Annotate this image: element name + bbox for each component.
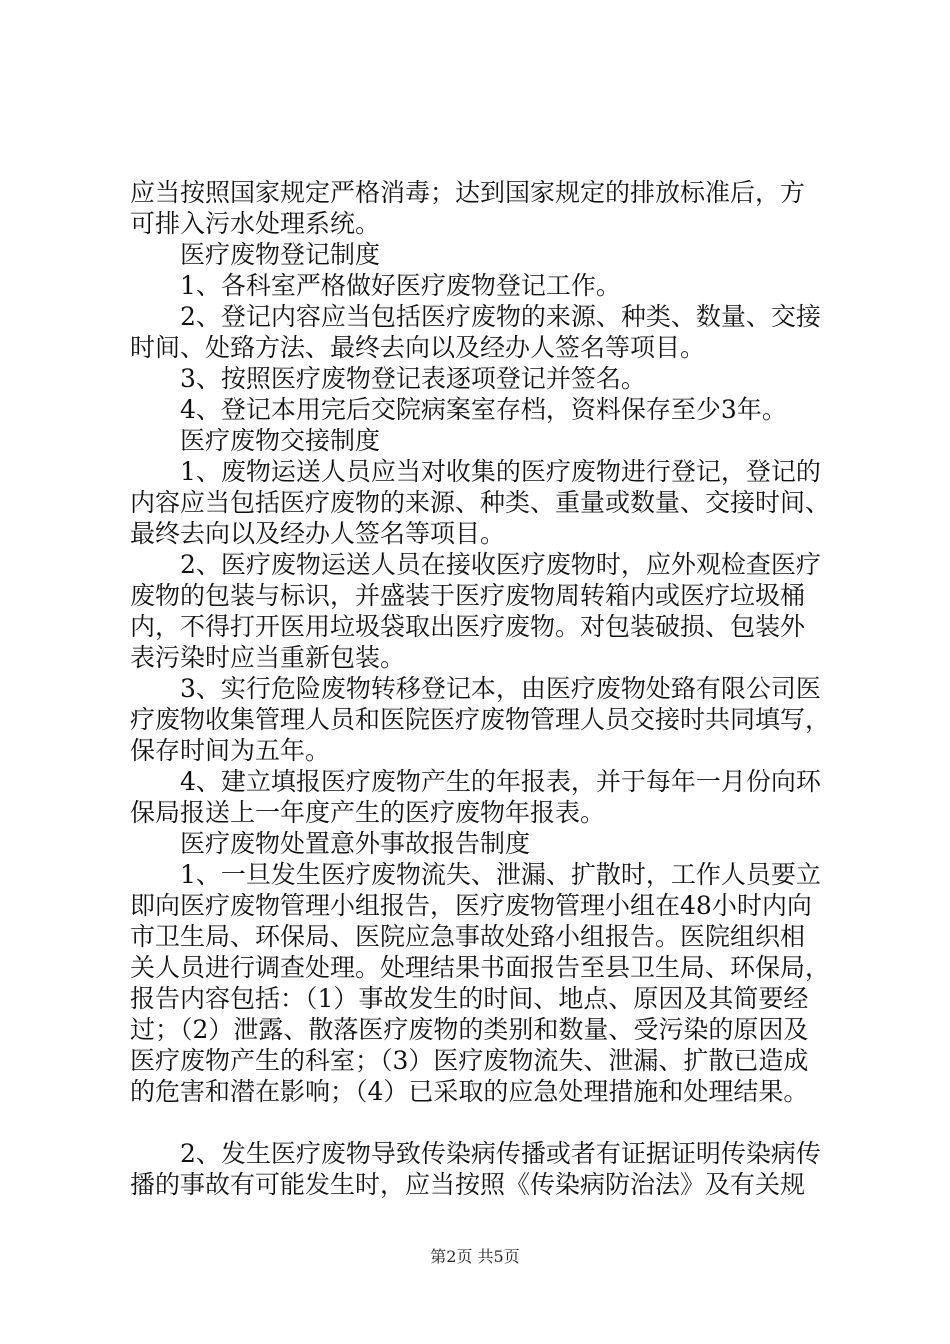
text-line: 医疗废物产生的科室；（3）医疗废物流失、泄漏、扩散已造成 [130,1046,809,1075]
text-line: 保局报送上一年度产生的医疗废物年报表。 [130,798,606,827]
text-line: 表污染时应当重新包装。 [130,643,406,672]
section-heading: 医疗废物处置意外事故报告制度 [180,829,531,858]
text-line: 3、按照医疗废物登记表逐项登记并签名。 [180,364,646,393]
text-line: 2、登记内容应当包括医疗废物的来源、种类、数量、交接 [180,302,821,331]
text-line: 4、建立填报医疗废物产生的年报表，并于每年一月份向环 [180,767,821,796]
text-line: 3、实行危险废物转移登记本，由医疗废物处臵有限公司医 [180,674,821,703]
text-line: 1、各科室严格做好医疗废物登记工作。 [180,271,621,300]
section-heading: 医疗废物登记制度 [180,240,381,269]
text-line: 4、登记本用完后交院病案室存档，资料保存至少3年。 [180,395,787,424]
text-line: 内容应当包括医疗废物的来源、种类、重量或数量、交接时间、 [130,488,831,517]
text-line: 播的事故有可能发生时，应当按照《传染病防治法》及有关规 [130,1170,806,1199]
text-line: 即向医疗废物管理小组报告，医疗废物管理小组在48小时内向 [130,891,812,920]
text-line: 报告内容包括：（1）事故发生的时间、地点、原因及其简要经 [130,984,809,1013]
text-line: 1、一旦发生医疗废物流失、泄漏、扩散时，工作人员要立 [180,860,821,889]
page-footer: 第2页 共5页 [430,1247,520,1266]
text-line: 最终去向以及经办人签名等项目。 [130,519,506,548]
text-line: 2、发生医疗废物导致传染病传播或者有证据证明传染病传 [180,1139,821,1168]
text-line: 过；（2）泄露、散落医疗废物的类别和数量、受污染的原因及 [130,1015,809,1044]
text-line: 2、医疗废物运送人员在接收医疗废物时，应外观检查医疗 [180,550,821,579]
section-heading: 医疗废物交接制度 [180,426,381,455]
text-line: 内，不得打开医用垃圾袋取出医疗废物。对包装破损、包装外 [130,612,806,641]
text-line: 应当按照国家规定严格消毒；达到国家规定的排放标准后，方 [130,178,806,207]
text-line: 时间、处臵方法、最终去向以及经办人签名等项目。 [130,333,706,362]
text-line: 废物的包装与标识，并盛装于医疗废物周转箱内或医疗垃圾桶 [130,581,806,610]
text-line: 保存时间为五年。 [130,736,331,765]
text-line: 疗废物收集管理人员和医院医疗废物管理人员交接时共同填写， [130,705,831,734]
text-line: 关人员进行调查处理。处理结果书面报告至县卫生局、环保局， [130,953,831,982]
text-line: 的危害和潜在影响；（4）已采取的应急处理措施和处理结果。 [130,1077,809,1106]
text-line: 1、废物运送人员应当对收集的医疗废物进行登记，登记的 [180,457,821,486]
text-line: 市卫生局、环保局、医院应急事故处臵小组报告。医院组织相 [130,922,806,951]
text-line: 可排入污水处理系统。 [130,209,381,238]
